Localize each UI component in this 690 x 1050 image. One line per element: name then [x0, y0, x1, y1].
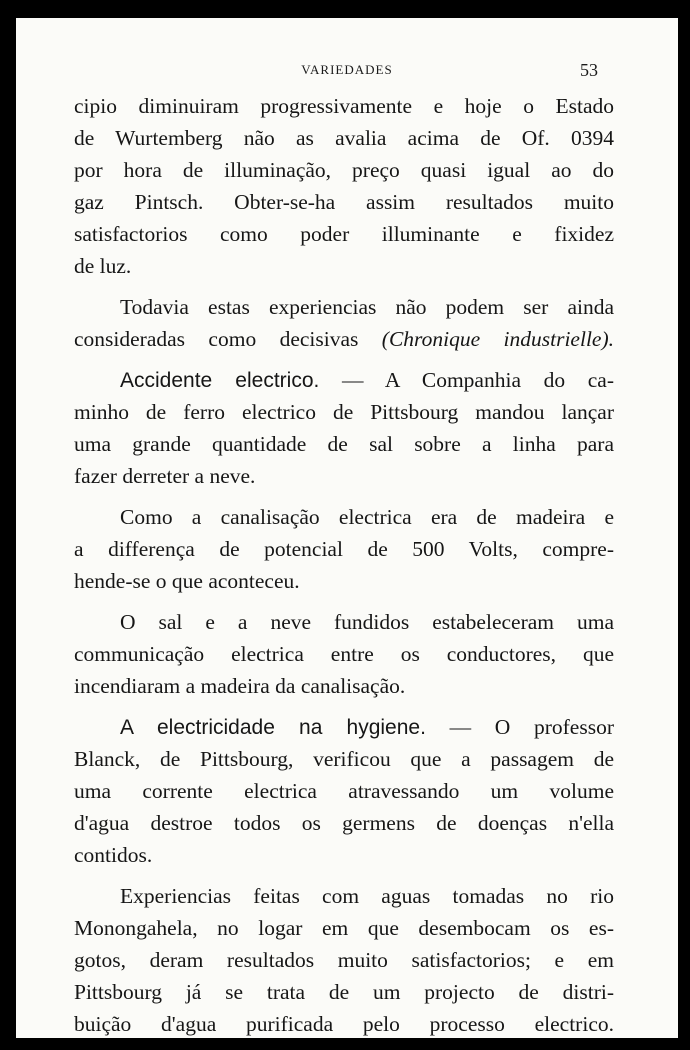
text-line: Pittsbourg já se trata de um projecto de distri-	[74, 980, 614, 1004]
text-line	[74, 364, 614, 396]
section-heading: Accidente electrico.	[120, 369, 320, 392]
book-page	[16, 18, 678, 1038]
text-line: uma grande quantidade de sal sobre a linha para	[74, 432, 614, 456]
text-line: cipio diminuiram progressivamente e hoje o Estado	[74, 94, 614, 118]
paragraph-4	[74, 501, 614, 597]
paragraph-7	[74, 880, 614, 1038]
text-fragment: consideradas como decisivas	[74, 327, 359, 351]
text-line: uma corrente electrica atravessando um volume	[74, 779, 614, 803]
paragraph-2	[74, 291, 614, 355]
text-line: de Wurtemberg não as avalia acima de Of. 0394	[74, 126, 614, 150]
text-line: Monongahela, no logar em que desembocam os es-	[74, 916, 614, 940]
text-line: contidos.	[74, 843, 153, 867]
text-line: satisfactorios como poder illuminante e fixidez	[74, 222, 614, 246]
text-line: buição d'agua purificada pelo processo electrico.	[74, 1012, 614, 1036]
source-citation: (Chronique industrielle).	[381, 327, 614, 351]
running-header	[16, 60, 678, 80]
text-line: d'agua destroe todos os germens de doenças n'ella	[74, 811, 614, 835]
text-line: minho de ferro electrico de Pittsbourg mandou lançar	[74, 400, 614, 424]
text-line	[74, 711, 614, 743]
paragraph-5	[74, 606, 614, 702]
text-line: a differença de potencial de 500 Volts, compre-	[74, 537, 614, 561]
text-line: Experiencias feitas com aguas tomadas no rio	[120, 884, 614, 908]
text-line: por hora de illuminação, preço quasi igual ao do	[74, 158, 614, 182]
text-line: gotos, deram resultados muito satisfactorios; e em	[74, 948, 614, 972]
section-electricidade-hygiene	[74, 711, 614, 871]
section-heading: A electricidade na hygiene.	[120, 716, 426, 739]
text-line: O sal e a neve fundidos estabeleceram uma	[120, 610, 614, 634]
section-accidente-electrico	[74, 364, 614, 492]
text-line	[74, 323, 614, 355]
text-line: de luz.	[74, 254, 132, 278]
text-line: hende-se o que aconteceu.	[74, 569, 300, 593]
text-line: Todavia estas experiencias não podem ser ainda	[120, 295, 614, 319]
text-line: communicação electrica entre os conductores, que	[74, 642, 614, 666]
text-line: incendiaram a madeira da canalisação.	[74, 674, 406, 698]
page-number: 53	[580, 60, 598, 80]
running-title: VARIEDADES	[301, 62, 393, 77]
text-line: fazer derreter a neve.	[74, 464, 256, 488]
page-body	[74, 90, 614, 1038]
text-line: Como a canalisação electrica era de madeira e	[120, 505, 614, 529]
text-line: gaz Pintsch. Obter-se-ha assim resultados muito	[74, 190, 614, 214]
text-fragment: — A Companhia do ca-	[341, 368, 614, 392]
text-line: Blanck, de Pittsbourg, verificou que a passagem de	[74, 747, 614, 771]
paragraph-1	[74, 90, 614, 282]
text-fragment: — O professor	[449, 715, 614, 739]
